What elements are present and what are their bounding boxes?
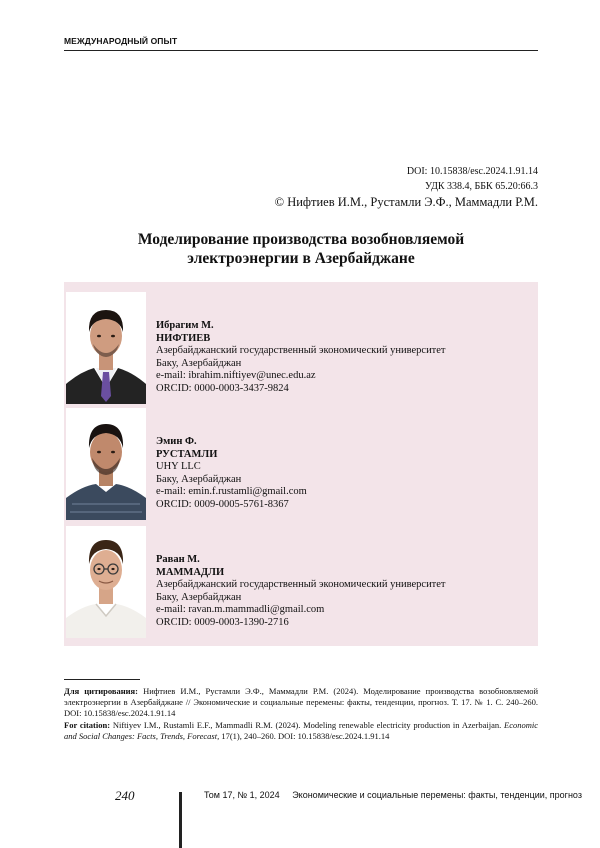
authors-box — [64, 282, 538, 646]
author-affiliation: Азербайджанский государственный экономический университет — [156, 579, 446, 591]
author-city: Баку, Азербайджан — [156, 473, 242, 485]
author-first-name: Ибрагим М. — [156, 320, 214, 331]
page-number: 240 — [115, 788, 135, 803]
udk: УДК 338.4, ББК 65.20:66.3 — [425, 181, 538, 192]
author-info — [156, 554, 446, 630]
author-affiliation: UHY LLC — [156, 461, 201, 473]
citation-ru-label: Для цитирования: — [64, 686, 138, 696]
citation-en — [64, 720, 538, 742]
author-last-name: НИФТИЕВ — [156, 332, 211, 344]
section-heading: МЕЖДУНАРОДНЫЙ ОПЫТ — [64, 36, 178, 46]
citation-en-text: Niftiyev I.M., Rustamli E.F., Mammadli R.M. (2024). Modeling renewable electricity production in Azerbaijan. — [112, 720, 502, 730]
author-city: Баку, Азербайджан — [156, 591, 242, 603]
footer-journal — [204, 790, 582, 800]
footer-journal-title: Экономические и социальные перемены: факты, тенденции, прогноз — [292, 790, 582, 800]
article-title — [64, 230, 538, 268]
author-first-name: Раван М. — [156, 554, 200, 565]
citation-ru — [64, 686, 538, 720]
footnote-rule — [64, 679, 140, 680]
citation-en-label: For citation: — [64, 720, 111, 730]
article-title-line: Моделирование производства возобновляемой — [137, 231, 465, 248]
citation-en-tail: 17(1), 240–260. DOI: 10.15838/esc.2024.1.91.14 — [221, 731, 390, 742]
author-city: Баку, Азербайджан — [156, 357, 242, 369]
article-title-line: электроэнергии в Азербайджане — [187, 250, 415, 267]
author-email[interactable]: e-mail: ibrahim.niftiyev@unec.edu.az — [156, 370, 316, 382]
header-rule — [64, 50, 538, 51]
author-affiliation: Азербайджанский государственный экономический университет — [156, 345, 446, 357]
author-info — [156, 436, 307, 512]
author-orcid[interactable]: ORCID: 0000-0003-3437-9824 — [156, 382, 289, 394]
author-email[interactable]: e-mail: emin.f.rustamli@gmail.com — [156, 486, 307, 498]
footer-volume: Том 17, № 1, 2024 — [204, 790, 280, 800]
author-photo — [66, 408, 146, 520]
author-first-name: Эмин Ф. — [156, 436, 197, 447]
citation-ru-text: Нифтиев И.М., Рустамли Э.Ф., Маммадли Р.М. (2024). Моделирование производства возобновляемой электроэнергии в Азербайджане // Экономические и социальные перемены: факты, тенденции, прогноз. Т. 17. № 1. С. 240–260. DOI: 10.15838/esc.2024.1.91.14 — [64, 686, 539, 719]
doi: DOI: 10.15838/esc.2024.1.91.14 — [406, 166, 538, 177]
author-last-name: МАММАДЛИ — [156, 566, 225, 578]
footer-divider — [179, 792, 182, 848]
author-orcid[interactable]: ORCID: 0009-0005-5761-8367 — [156, 498, 289, 510]
author-orcid[interactable]: ORCID: 0009-0003-1390-2716 — [156, 616, 289, 628]
copyright: © Нифтиев И.М., Рустамли Э.Ф., Маммадли Р.М. — [274, 195, 538, 209]
citation-en-journal: Economic and Social Changes: Facts, Trends, Forecast, — [64, 720, 539, 742]
author-last-name: РУСТАМЛИ — [156, 448, 218, 460]
author-email[interactable]: e-mail: ravan.m.mammadli@gmail.com — [156, 604, 325, 616]
author-info — [156, 320, 446, 396]
author-photo — [66, 526, 146, 638]
author-photo — [66, 292, 146, 404]
